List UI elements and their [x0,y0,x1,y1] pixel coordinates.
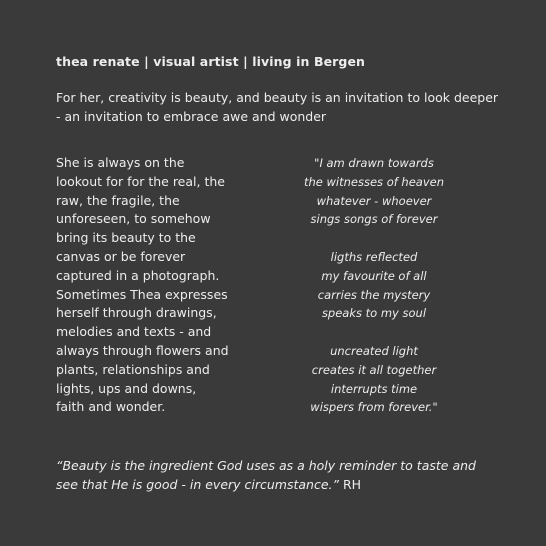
poem-line: interrupts time [330,381,418,396]
poem-line: wispers from forever." [310,400,438,415]
poem-line: carries the mystery [317,287,431,302]
poem-stanza [294,154,454,229]
bio-line: faith and wonder. [56,399,166,415]
poem-stanza [294,248,454,323]
bio-line: raw, the fragile, the [56,192,180,208]
bio-line: unforeseen, to somehow [56,211,211,227]
poem-line: whatever - whoever [316,193,432,208]
quote-line: “Beauty is the ingredient God uses as a holy reminder to taste and [56,458,476,473]
bio-line: canvas or be forever [56,248,186,264]
intro-line: - an invitation to embrace awe and wonder [56,108,327,124]
bio-line: bring its beauty to the [56,230,196,246]
bio-line: always through flowers and [56,342,229,358]
poem-line: sings songs of forever [310,212,438,227]
poem-line: "I am drawn towards [314,156,434,170]
intro-text [56,89,499,126]
poem-line: ligths reflected [330,249,418,264]
bio-line: Sometimes Thea expresses [56,286,228,302]
bio-line: lookout for for the real, the [56,173,225,189]
bio-line: plants, relationships and [56,361,210,377]
bio-line: herself through drawings, [56,305,217,321]
poem-line: speaks to my soul [321,306,427,321]
bio-text [56,154,256,417]
bio-line: lights, ups and downs, [56,380,197,396]
poem-line: uncreated light [330,343,418,358]
quote-text: see that He is good - in every circumstance.” [56,476,339,492]
poem [294,154,454,417]
bio-line: She is always on the [56,155,185,170]
bio-line: melodies and texts - and [56,324,212,340]
content-columns [56,154,526,416]
page-content [56,53,526,416]
poem-line: my favourite of all [321,268,427,283]
closing-quote [56,457,506,494]
poem-line: the witnesses of heaven [303,174,445,189]
poem-stanza [294,342,454,417]
page-title: thea renate | visual artist | living in Bergen [56,54,366,69]
quote-line-2 [56,476,506,495]
poem-line: creates it all together [311,362,437,377]
quote-author: RH [342,476,362,492]
intro-line: For her, creativity is beauty, and beauty is an invitation to look deeper [56,90,499,105]
bio-line: captured in a photograph. [56,267,220,283]
